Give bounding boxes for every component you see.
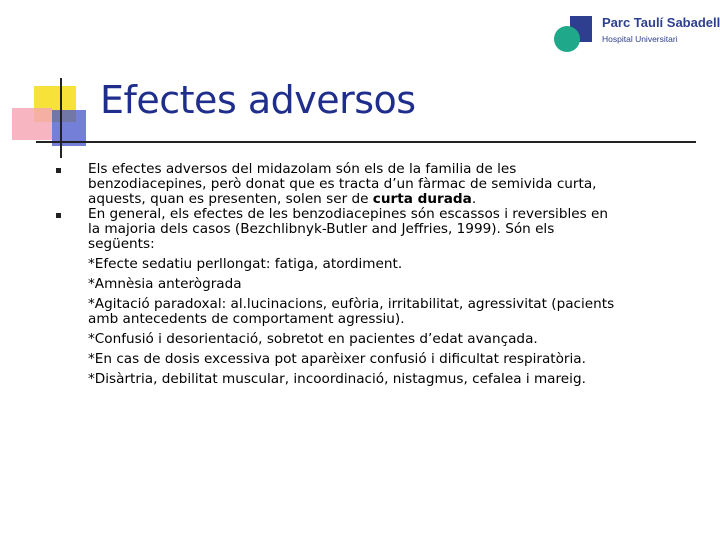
- text-line: En general, els efectes de les benzodiacepines són escassos i reversibles en: [88, 206, 608, 222]
- logo-subtitle: Hospital Universitari: [602, 34, 678, 44]
- bullet-item-2: [56, 207, 706, 387]
- sub-item-continuation: amb antecedents de comportament agressiu).: [88, 311, 405, 327]
- text-line: Els efectes adversos del midazolam són els de la familia de les: [88, 161, 517, 177]
- bullet-item-1: [56, 162, 706, 207]
- sub-item: *Disàrtria, debilitat muscular, incoordinació, nistagmus, cefalea i mareig.: [88, 371, 586, 387]
- decorative-pink-square: [12, 108, 52, 140]
- slide-body: [56, 162, 706, 387]
- decorative-vertical-line: [60, 78, 62, 158]
- hospital-logo: [552, 10, 720, 54]
- sub-item: *En cas de dosis excessiva pot aparèixer confusió i dificultat respiratòria.: [88, 351, 586, 367]
- bold-text: curta durada: [372, 191, 472, 207]
- text-line: següents:: [88, 236, 155, 252]
- sub-item: *Agitació paradoxal: al.lucinacions, eufòria, irritabilitat, agressivitat (pacients: [88, 296, 615, 312]
- title-underline: [36, 141, 696, 143]
- sub-item: *Amnèsia anterògrada: [88, 276, 242, 292]
- bullet-square-icon: [56, 168, 61, 173]
- slide-title: Efectes adversos: [100, 78, 416, 122]
- logo-green-circle: [554, 26, 580, 52]
- text-segment: .: [471, 191, 477, 207]
- text-line: [88, 192, 706, 207]
- bullet-square-icon: [56, 213, 61, 218]
- text-line: benzodiacepines, però donat que es tracta d’un fàrmac de semivida curta,: [88, 176, 597, 192]
- text-segment: aquests, quan es presenten, solen ser de: [88, 191, 373, 207]
- sub-item: *Confusió i desorientació, sobretot en pacientes d’edat avançada.: [88, 331, 538, 347]
- text-line: la majoria dels casos (Bezchlibnyk-Butler and Jeffries, 1999). Són els: [88, 221, 555, 237]
- logo-name: Parc Taulí Sabadell: [602, 15, 720, 30]
- sub-item: *Efecte sedatiu perllongat: fatiga, atordiment.: [88, 256, 403, 272]
